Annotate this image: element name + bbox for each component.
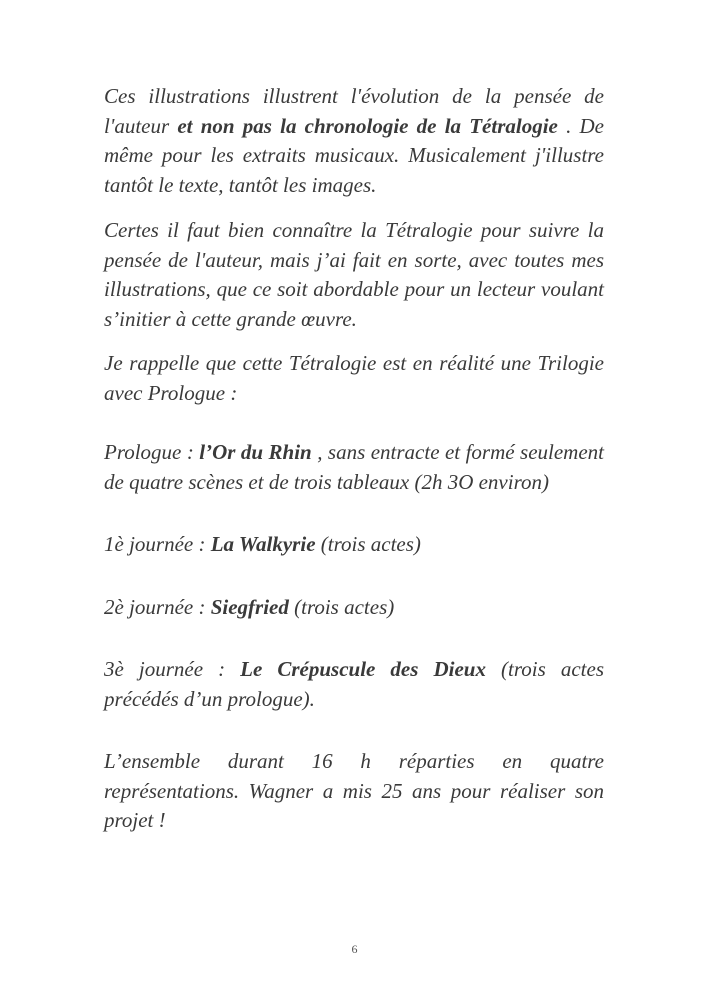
prologue-description: , sans entracte et formé seulement de quatre scènes et de trois tableaux (2h 3O environ) bbox=[104, 440, 604, 494]
document-body bbox=[104, 82, 604, 836]
paragraph-intro-bold: et non pas la chronologie de la Tétralogie bbox=[177, 113, 558, 138]
paragraph-ensemble: L’ensemble durant 16 h réparties en quatre représentations. Wagner a mis 25 ans pour réaliser son projet ! bbox=[104, 749, 604, 832]
paragraph-day-2 bbox=[104, 593, 604, 623]
prologue-label: Prologue : bbox=[104, 440, 200, 464]
day-3-description: (trois actes précédés d’un prologue). bbox=[104, 657, 604, 711]
day-1-description: (trois actes) bbox=[315, 532, 421, 556]
paragraph-rappel: Je rappelle que cette Tétralogie est en réalité une Trilogie avec Prologue : bbox=[104, 351, 604, 405]
paragraph-intro bbox=[104, 82, 604, 200]
paragraph-certes: Certes il faut bien connaître la Tétralogie pour suivre la pensée de l'auteur, mais j’ai fait en sorte, avec toutes mes illustrations, que ce soit abordable pour un lecteur voulant s’initier à cette grande œuvre. bbox=[104, 218, 604, 331]
day-2-title: Siegfried bbox=[210, 594, 289, 619]
day-2-description: (trois actes) bbox=[288, 594, 395, 619]
paragraph-intro-text: Ces illustrations illustrent l'évolution de la pensée de l'auteur bbox=[104, 84, 604, 138]
day-1-label: 1è journée : bbox=[104, 532, 211, 556]
day-3-label: 3è journée : bbox=[104, 657, 241, 681]
paragraph-intro-rest: . De même pour les extraits musicaux. Musicalement j'illustre tantôt le texte, tantôt les images. bbox=[104, 113, 604, 197]
paragraph-day-3 bbox=[104, 655, 604, 714]
day-1-title: La Walkyrie bbox=[210, 532, 316, 556]
paragraph-day-1 bbox=[104, 530, 604, 560]
day-3-title: Le Crépuscule des Dieux bbox=[240, 657, 486, 681]
page-number: 6 bbox=[351, 942, 358, 956]
day-2-label: 2è journée : bbox=[104, 594, 211, 619]
paragraph-prologue bbox=[104, 438, 604, 497]
prologue-title: l’Or du Rhin bbox=[199, 440, 312, 464]
